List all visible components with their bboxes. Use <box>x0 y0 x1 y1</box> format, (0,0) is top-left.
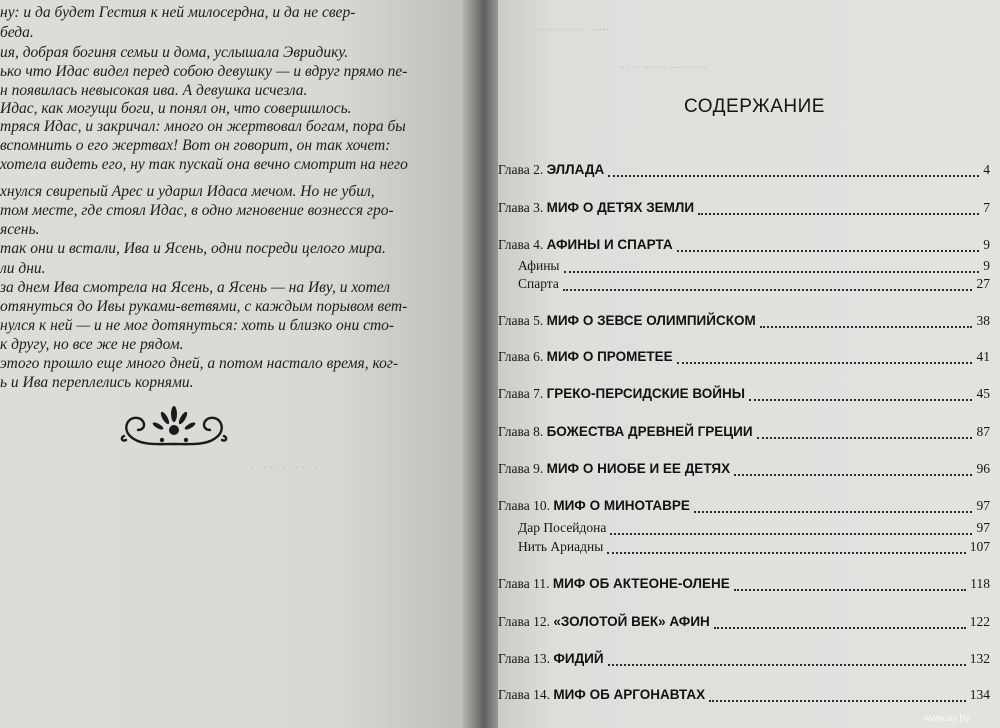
leader-dots <box>698 213 979 215</box>
poem-line: беда. <box>0 24 34 41</box>
toc-entry <box>498 614 1000 634</box>
page-number: 9 <box>983 258 990 273</box>
chapter-number: Глава 14. <box>498 687 550 702</box>
page-number: 87 <box>976 424 990 439</box>
page-number: 41 <box>976 349 990 364</box>
poem-line: ь и Ива переплелись корнями. <box>0 374 194 391</box>
chapter-number: Глава 9. <box>498 461 544 476</box>
toc-entry <box>498 386 1000 406</box>
page-number: 134 <box>969 687 990 702</box>
leader-dots <box>563 289 972 291</box>
toc-entry-label <box>498 651 604 667</box>
toc-entry-label <box>518 276 559 292</box>
leader-dots <box>694 511 972 513</box>
chapter-title: МИФ О МИНОТАВРЕ <box>553 498 690 513</box>
toc-entry-label <box>518 539 603 555</box>
poem-line: хотела видеть его, ну так пускай она вечно смотрит на него <box>0 156 408 173</box>
page-number: 27 <box>976 276 990 291</box>
poem-line: Идас, как могущи боги, и понял он, что совершилось. <box>0 100 352 117</box>
poem-line: нулся к ней — и не мог дотянуться: хоть и близко они сто- <box>0 317 395 334</box>
poem-line: так они и встали, Ива и Ясень, одни посреди целого мира. <box>0 240 386 257</box>
chapter-title: «ЗОЛОТОЙ ВЕК» АФИН <box>553 614 710 629</box>
bleed-through-text: ·········· ··· ····· <box>538 24 610 36</box>
toc-subentry <box>498 520 1000 540</box>
leader-dots <box>749 399 972 401</box>
poem-line: за днем Ива смотрела на Ясень, а Ясень — на Иву, и хотел <box>0 279 391 296</box>
toc-heading: СОДЕРЖАНИЕ <box>684 96 825 117</box>
toc-entry <box>498 162 1000 182</box>
page-number: 122 <box>969 614 990 629</box>
chapter-number: Глава 5. <box>498 313 544 328</box>
chapter-title: МИФ О НИОБЕ И ЕЕ ДЕТЯХ <box>546 461 731 476</box>
leader-dots <box>734 589 966 591</box>
chapter-title: АФИНЫ И СПАРТА <box>546 237 673 252</box>
chapter-number: Глава 7. <box>498 386 544 401</box>
page-number: 96 <box>976 461 990 476</box>
toc-entry <box>498 687 1000 707</box>
page-number: 38 <box>976 313 990 328</box>
page-number: 118 <box>970 576 990 591</box>
section-title: Дар Посейдона <box>518 520 607 535</box>
leader-dots <box>608 664 966 666</box>
toc-subentry <box>498 539 1000 559</box>
chapter-title: МИФ О ЗЕВСЕ ОЛИМПИЙСКОМ <box>546 313 756 328</box>
chapter-number: Глава 11. <box>498 576 550 591</box>
toc-entry <box>498 424 1000 444</box>
chapter-title: БОЖЕСТВА ДРЕВНЕЙ ГРЕЦИИ <box>546 424 753 439</box>
page-number: 45 <box>976 386 990 401</box>
chapter-title: МИФ О ДЕТЯХ ЗЕМЛИ <box>546 200 695 215</box>
toc-entry-label <box>498 386 745 402</box>
poem-line: ясень. <box>0 221 40 238</box>
bleed-through-text: · · · · · · · · · · · <box>250 462 318 474</box>
toc-entry <box>498 576 1000 596</box>
chapter-title: МИФ ОБ АКТЕОНЕ-ОЛЕНЕ <box>552 576 730 591</box>
chapter-title: МИФ О ПРОМЕТЕЕ <box>546 349 673 364</box>
toc-entry <box>498 237 1000 257</box>
page-number: 97 <box>976 498 990 513</box>
toc-entry <box>498 349 1000 369</box>
leader-dots <box>714 627 966 629</box>
chapter-number: Глава 12. <box>498 614 550 629</box>
right-page <box>498 0 1000 728</box>
toc-entry-label <box>518 520 606 536</box>
poem-line: ли дни. <box>0 260 46 277</box>
chapter-number: Глава 6. <box>498 349 544 364</box>
leader-dots <box>564 271 979 273</box>
poem-line: ько что Идас видел перед собою девушку — и вдруг прямо пе- <box>0 63 408 80</box>
chapter-number: Глава 4. <box>498 237 544 252</box>
section-title: Спарта <box>518 276 559 291</box>
page-number: 132 <box>969 651 990 666</box>
page-number: 4 <box>983 162 990 177</box>
page-number: 107 <box>969 539 990 554</box>
toc-entry-label <box>498 614 710 630</box>
watermark: www.ay.by <box>922 713 970 724</box>
toc-entry-label <box>498 424 753 440</box>
page-number: 97 <box>976 520 990 535</box>
toc-entry <box>498 498 1000 518</box>
toc-entry-label <box>498 461 730 477</box>
poem-line: вспомнить о его жертвах! Вот он говорит, он так хочет: <box>0 137 391 154</box>
toc-subentry <box>498 258 1000 278</box>
chapter-title: МИФ ОБ АРГОНАВТАХ <box>553 687 706 702</box>
page-number: 9 <box>983 237 990 252</box>
leader-dots <box>709 700 966 702</box>
toc-entry-label <box>498 498 690 514</box>
toc-entry <box>498 651 1000 671</box>
toc-entry-label <box>498 200 694 216</box>
toc-entry-label <box>498 349 673 365</box>
chapter-number: Глава 3. <box>498 200 544 215</box>
toc-entry-label <box>498 687 705 703</box>
chapter-number: Глава 8. <box>498 424 544 439</box>
page-number: 7 <box>983 200 990 215</box>
chapter-number: Глава 10. <box>498 498 550 513</box>
toc-entry-label <box>518 258 560 274</box>
toc-entry <box>498 313 1000 333</box>
poem-line: тряся Идас, и закричал: много он жертвовал богам, пора бы <box>0 118 406 135</box>
chapter-number: Глава 13. <box>498 651 550 666</box>
toc-entry <box>498 200 1000 220</box>
toc-entry-label <box>498 162 604 178</box>
toc-subentry <box>498 276 1000 296</box>
toc-entry <box>498 461 1000 481</box>
toc-entry-label <box>498 313 756 329</box>
bleed-through-text: ··· ·· ······· ·········· <box>618 62 707 74</box>
chapter-title: ФИДИЙ <box>553 651 604 666</box>
book-gutter <box>462 0 502 728</box>
toc-entry-label <box>498 576 730 592</box>
poem-line: к другу, но все же не рядом. <box>0 336 184 353</box>
poem-line: ну: и да будет Гестия к ней милосердна, и да не свер- <box>0 4 356 21</box>
leader-dots <box>734 474 972 476</box>
chapter-title: ГРЕКО-ПЕРСИДСКИЕ ВОЙНЫ <box>546 386 745 401</box>
leader-dots <box>608 175 979 177</box>
leader-dots <box>677 250 979 252</box>
leader-dots <box>610 533 972 535</box>
poem-line: этого прошло еще много дней, а потом настало время, ког- <box>0 355 399 372</box>
left-page <box>0 0 472 728</box>
leader-dots <box>677 362 972 364</box>
poem-line: ия, добрая богиня семьи и дома, услышала Эвридику. <box>0 44 349 61</box>
leader-dots <box>760 326 972 328</box>
toc-entry-label <box>498 237 673 253</box>
poem-line: хнулся свирепый Арес и ударил Идаса мечом. Но не убил, <box>0 183 375 200</box>
poem-line: отянуться до Ивы руками-ветвями, с каждым порывом вет- <box>0 298 408 315</box>
floral-ornament-icon <box>118 404 230 450</box>
section-title: Нить Ариадны <box>518 539 604 554</box>
leader-dots <box>607 552 966 554</box>
leader-dots <box>757 437 972 439</box>
poem-line: том месте, где стоял Идас, в одно мгновение вознесся гро- <box>0 202 394 219</box>
poem-line: н появилась невысокая ива. А девушка исчезла. <box>0 82 308 99</box>
chapter-number: Глава 2. <box>498 162 544 177</box>
section-title: Афины <box>518 258 560 273</box>
chapter-title: ЭЛЛАДА <box>546 162 605 177</box>
